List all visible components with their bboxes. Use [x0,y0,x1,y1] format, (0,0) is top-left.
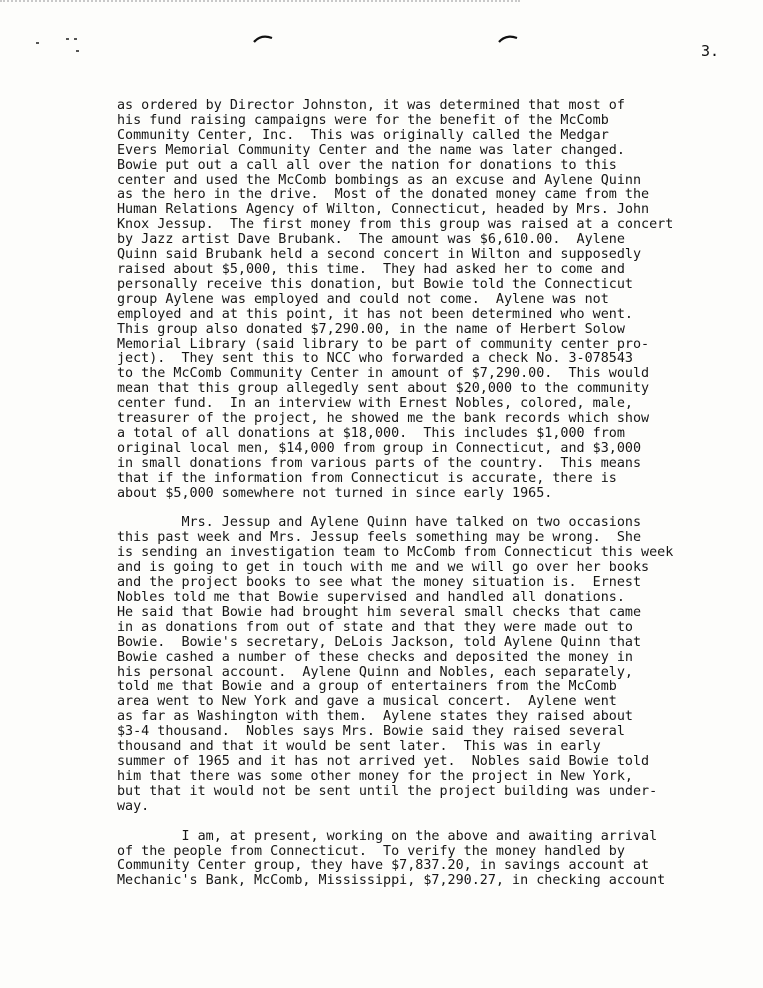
text-line: center and used the McComb bombings as an excuse and Aylene Quinn [117,172,642,188]
text-line: that if the information from Connecticut is accurate, there is [117,470,617,486]
text-line: in as donations from out of state and that they were made out to [117,619,633,635]
text-line: center fund. In an interview with Ernest Nobles, colored, male, [117,396,633,412]
text-line: raised about $5,000, this time. They had asked her to come and [117,261,625,277]
text-line: personally receive this donation, but Bowie told the Connecticut [117,276,633,292]
text-line: told me that Bowie and a group of entertainers from the McComb [117,679,617,695]
text-line: thousand and that it would be sent later. This was in early [117,739,601,755]
text-line: as ordered by Director Johnston, it was determined that most of [117,98,625,113]
text-line: Quinn said Brubank held a second concert in Wilton and supposedly [117,247,642,263]
text-line: summer of 1965 and it has not arrived yet. Nobles said Bowie told [117,753,650,769]
document-body [117,99,752,889]
text-line: is sending an investigation team to McComb from Connecticut this week [117,545,674,561]
text-line: Evers Memorial Community Center and the name was later changed. [117,142,625,158]
text-line: Community Center group, they have $7,837.20, in savings account at [117,858,650,874]
text-line: Mrs. Jessup and Aylene Quinn have talked on two occasions [117,515,642,531]
text-line: him that there was some other money for the project in New York, [117,768,633,784]
text-line: Bowie put out a call all over the nation for donations to this [117,157,617,173]
page-number: 3. [701,42,720,60]
hole-punch-mark-right [497,32,519,44]
text-line: as far as Washington with them. Aylene states they raised about [117,709,633,725]
text-line: his personal account. Aylene Quinn and Nobles, each separately, [117,664,633,680]
scan-marks [36,38,86,58]
text-line: employed and at this point, it has not been determined who went. [117,306,633,322]
text-line: Bowie cashed a number of these checks and deposited the money in [117,649,633,665]
text-line: about $5,000 somewhere not turned in since early 1965. [117,485,553,501]
text-line: of the people from Connecticut. To verify the money handled by [117,843,625,859]
text-line: This group also donated $7,290.00, in the name of Herbert Solow [117,321,625,337]
text-line: to the McComb Community Center in amount of $7,290.00. This would [117,366,650,382]
text-line: ject). They sent this to NCC who forwarded a check No. 3-078543 [117,351,633,367]
text-line: area went to New York and gave a musical concert. Aylene went [117,694,617,710]
text-line: Human Relations Agency of Wilton, Connecticut, headed by Mrs. John [117,202,650,218]
text-line: and is going to get in touch with me and we will go over her books [117,560,650,576]
text-line: $3-4 thousand. Nobles says Mrs. Bowie said they raised several [117,724,625,740]
text-line: Community Center, Inc. This was originally called the Medgar [117,127,609,143]
text-line: He said that Bowie had brought him several small checks that came [117,604,642,620]
text-line: way. [117,798,150,814]
text-line: Memorial Library (said library to be part of community center pro- [117,336,650,352]
text-line: but that it would not be sent until the project building was under- [117,783,658,799]
hole-punch-mark-left [252,32,274,44]
text-line: in small donations from various parts of the country. This means [117,455,642,471]
paragraph-1 [117,99,752,501]
text-line: Mechanic's Bank, McComb, Mississippi, $7,290.27, in checking account [117,873,666,889]
text-line: as the hero in the drive. Most of the donated money came from the [117,187,650,203]
text-line: a total of all donations at $18,000. This includes $1,000 from [117,425,625,441]
text-line: original local men, $14,000 from group in Connecticut, and $3,000 [117,440,642,456]
paragraph-2 [117,516,752,814]
text-line: by Jazz artist Dave Brubank. The amount was $6,610.00. Aylene [117,232,625,248]
text-line: this past week and Mrs. Jessup feels something may be wrong. She [117,530,642,546]
text-line: I am, at present, working on the above and awaiting arrival [117,828,658,844]
text-line: Knox Jessup. The first money from this group was raised at a concert [117,217,674,233]
text-line: Nobles told me that Bowie supervised and handled all donations. [117,590,625,605]
text-line: mean that this group allegedly sent about $20,000 to the community [117,381,650,397]
text-line: treasurer of the project, he showed me the bank records which show [117,411,650,427]
text-line: his fund raising campaigns were for the benefit of the McComb [117,112,609,128]
text-line: and the project books to see what the money situation is. Ernest [117,575,642,591]
paragraph-3 [117,830,752,890]
text-line: group Aylene was employed and could not come. Aylene was not [117,291,609,307]
page-top-edge [0,0,520,4]
text-line: Bowie. Bowie's secretary, DeLois Jackson, told Aylene Quinn that [117,634,642,650]
